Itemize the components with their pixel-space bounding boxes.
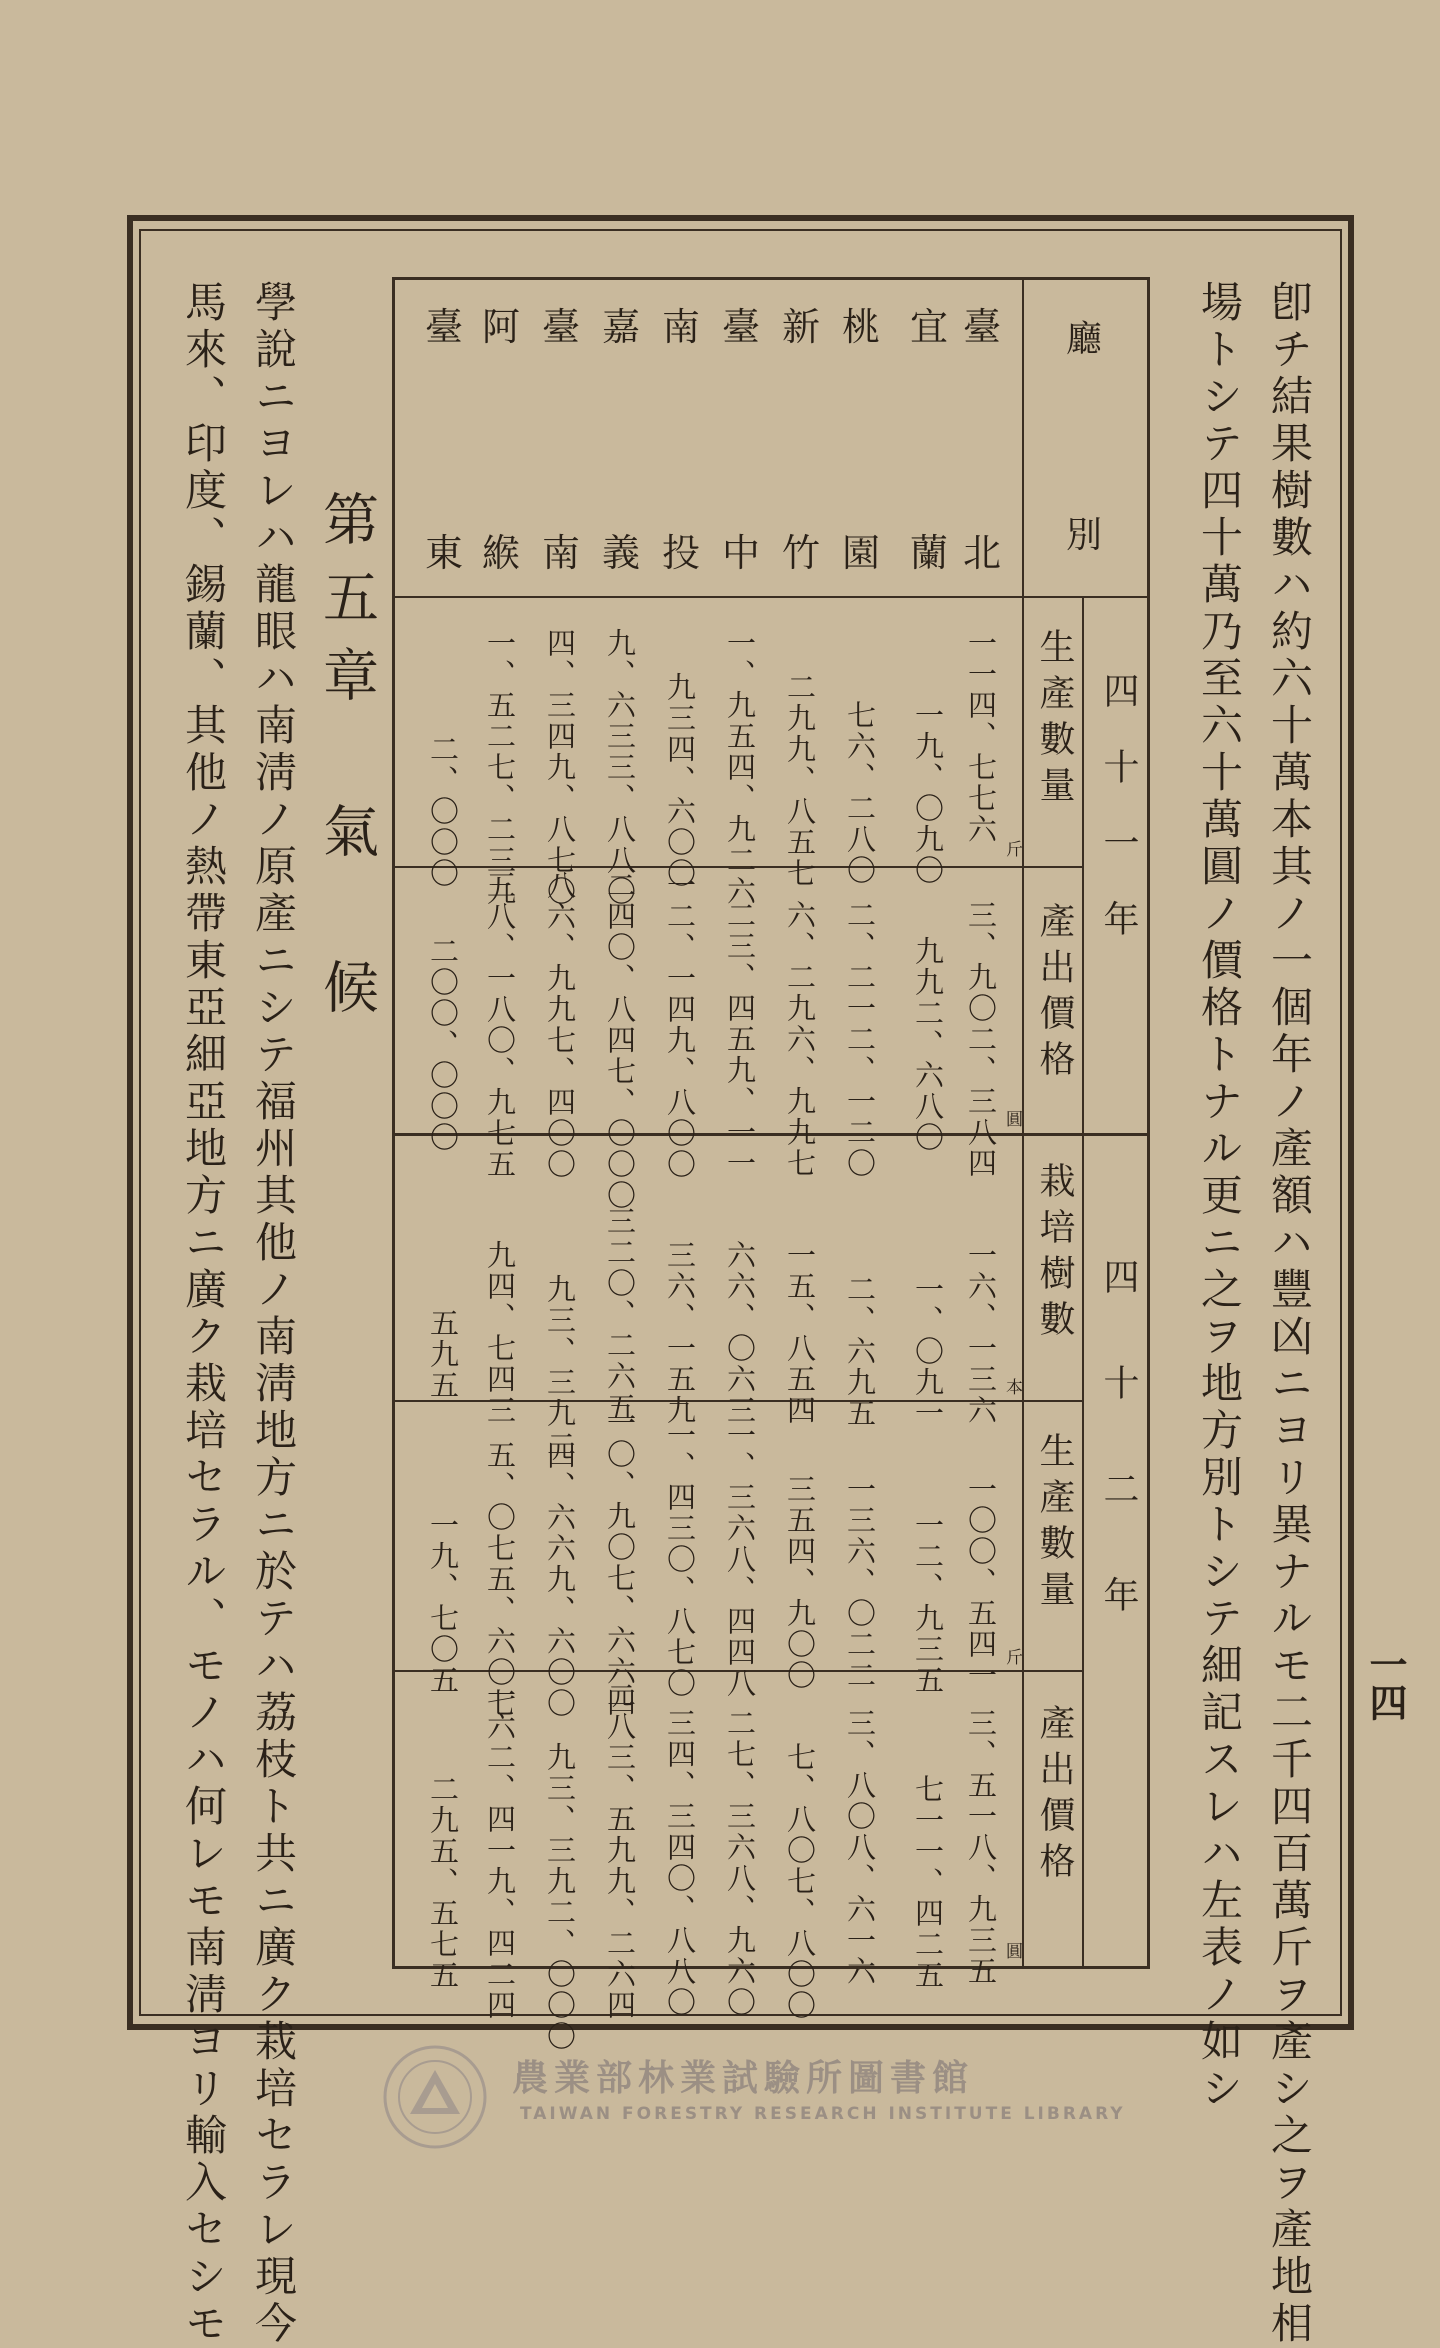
cell-p42: 二七、三六八、九六〇	[723, 1708, 757, 2018]
col-prod-qty-42: 生產數量	[1034, 1432, 1075, 1616]
row-name-second: 北	[963, 531, 1002, 575]
row-name-first: 臺	[722, 305, 761, 349]
cell-p41: 三八、一八〇、九七五	[483, 870, 517, 1180]
cell-q42: 一二、九三五	[911, 1510, 945, 1696]
row-name-second: 義	[602, 531, 641, 575]
cell-q42: 五、〇七五、六〇七	[483, 1440, 517, 1719]
cell-p41: 一二、一四九、八〇〇	[663, 870, 697, 1180]
row-name-second: 蘭	[910, 531, 949, 575]
cell-p41: 八六、九九七、四〇〇	[543, 870, 577, 1180]
row-name-second: 投	[662, 531, 701, 575]
unit-yen-41: 圓	[1006, 1110, 1023, 1130]
cell-p41: 二、二一二、一二〇	[843, 900, 877, 1179]
row-name-first: 臺	[542, 305, 581, 349]
cell-q42: 一、三六八、四四八	[723, 1420, 757, 1699]
cell-trees: 三六、一五九	[663, 1240, 697, 1426]
cell-p42: 一六二、四一九、四二四	[483, 1680, 517, 2021]
row-name-first: 阿	[482, 305, 521, 349]
cell-p42: 七一一、四二五	[911, 1774, 945, 1991]
cell-trees: 一、〇九一	[911, 1274, 945, 1429]
row-name-second: 中	[722, 531, 761, 575]
row-name-first: 南	[662, 305, 701, 349]
row-name-second: 園	[842, 531, 881, 575]
cell-q42: 三五四、九〇〇	[783, 1474, 817, 1691]
row-name-second: 東	[425, 531, 464, 575]
cell-p41: 二三、四五九、一一	[723, 900, 757, 1179]
cell-p41: 三、九〇二、三八四	[964, 900, 998, 1179]
cell-p41: 二〇〇、〇〇〇	[426, 936, 460, 1153]
cell-trees: 九四、七四三	[483, 1240, 517, 1426]
unit-kin-41: 斤	[1006, 840, 1023, 860]
watermark-name-en: TAIWAN FORESTRY RESEARCH INSTITUTE LIBRARY	[520, 2104, 1126, 2124]
row-name-first: 新	[782, 305, 821, 349]
row-name-second: 緱	[482, 531, 521, 575]
cell-p42: 二九五、五七五	[426, 1774, 460, 1991]
row-name-first: 桃	[842, 305, 881, 349]
cell-trees: 一五、八五四	[783, 1240, 817, 1426]
year-42-header: 四十二年	[1098, 1258, 1139, 1682]
watermark-name-cn: 農業部林業試驗所圖書館	[512, 2058, 975, 2099]
cell-p41: 二四〇、八四七、〇〇〇	[603, 870, 637, 1211]
cell-q42: 一〇〇、五四一	[964, 1474, 998, 1691]
col-trees-42: 栽培樹數	[1034, 1162, 1075, 1346]
cell-q41: 二、〇〇〇	[426, 734, 460, 889]
cell-trees: 九三、三九二	[543, 1274, 577, 1460]
col-prod-qty-41: 生產數量	[1034, 628, 1075, 812]
cell-q41: 四、三四九、八七〇	[543, 628, 577, 907]
cell-p41: 六、二九六、九九七	[783, 900, 817, 1179]
paragraph-line-2: 場トシテ四十萬乃至六十萬圓ノ價格トナル更ニ之ヲ地方別トシテ細記スレハ左表ノ如シ	[1195, 280, 1244, 2113]
body-line-2: 馬來、印度、錫蘭、其他ノ熱帶東亞細亞地方ニ廣ク栽培セラル、モノハ何レモ南淸ヨリ輸入セシモ	[179, 280, 228, 2348]
cell-p42: 三、八〇八、六一六	[843, 1708, 877, 1987]
cell-p42: 七、八〇七、八〇〇	[783, 1742, 817, 2021]
row-name-second: 南	[542, 531, 581, 575]
header-region: 廳	[1066, 319, 1103, 360]
body-line-1: 學說ニヨレハ龍眼ハ南淸ノ原產ニシテ福州其他ノ南淸地方ニ於テハ荔枝ト共ニ廣ク栽培セラレ現今	[249, 280, 298, 2348]
cell-p42: 三四、三四〇、八八〇	[663, 1708, 697, 2018]
header-region-2: 別	[1066, 515, 1103, 556]
cell-q42: 一三六、〇二二	[843, 1474, 877, 1691]
unit-yen-42: 圓	[1006, 1942, 1023, 1962]
cell-q42: 一九、七〇五	[426, 1510, 460, 1696]
cell-q42: 一、四三〇、八七〇	[663, 1420, 697, 1699]
cell-trees: 六六、〇六三	[723, 1240, 757, 1426]
year-41-header: 四十一年	[1098, 672, 1139, 976]
cell-p41: 九九二、六八〇	[911, 936, 945, 1153]
cell-trees: 三二〇、二六五	[603, 1206, 637, 1423]
cell-p42: 九三、三九二、〇〇〇	[543, 1742, 577, 2052]
cell-q42: 一〇、九〇七、六六四	[603, 1408, 637, 1718]
cell-q41: 七六、二八〇	[843, 700, 877, 886]
row-name-first: 臺	[425, 305, 464, 349]
col-prod-price-41: 產出價格	[1034, 902, 1075, 1086]
cell-q41: 二九九、八五七	[783, 672, 817, 889]
cell-q42: 四、六六九、六〇〇	[543, 1440, 577, 1719]
row-name-first: 嘉	[602, 305, 641, 349]
cell-q41: 九、六三三、八八〇	[603, 628, 637, 907]
col-prod-price-42: 產出價格	[1034, 1704, 1075, 1888]
cell-q41: 一、九五四、九二六	[723, 628, 757, 907]
cell-trees: 五九五	[426, 1308, 460, 1401]
chapter-title: 第五章 氣 候	[314, 490, 379, 1036]
cell-q41: 一九、〇九〇	[911, 700, 945, 886]
page-number: 一四	[1363, 1645, 1408, 1721]
unit-kin-42: 斤	[1006, 1648, 1023, 1668]
row-name-second: 竹	[782, 531, 821, 575]
cell-q41: 一一四、七七六	[964, 628, 998, 845]
paragraph-line-1: 卽チ結果樹數ハ約六十萬本其ノ一個年ノ產額ハ豐凶ニヨリ異ナルモ二千四百萬斤ヲ產シ之ヲ產地相	[1265, 280, 1314, 2348]
library-seal-icon	[380, 2042, 490, 2152]
row-name-first: 臺	[963, 305, 1002, 349]
row-name-first: 宜	[910, 305, 949, 349]
cell-trees: 二、六九五	[843, 1274, 877, 1429]
unit-hon-42: 本	[1006, 1378, 1023, 1398]
cell-q41: 一、五二七、二三九	[483, 628, 517, 907]
cell-q41: 九三四、六〇〇	[663, 672, 697, 889]
cell-trees: 一六、一三六	[964, 1240, 998, 1426]
cell-p42: 三、五一八、九三五	[964, 1708, 998, 1987]
cell-p42: 二八三、五九九、二六四	[603, 1680, 637, 2021]
